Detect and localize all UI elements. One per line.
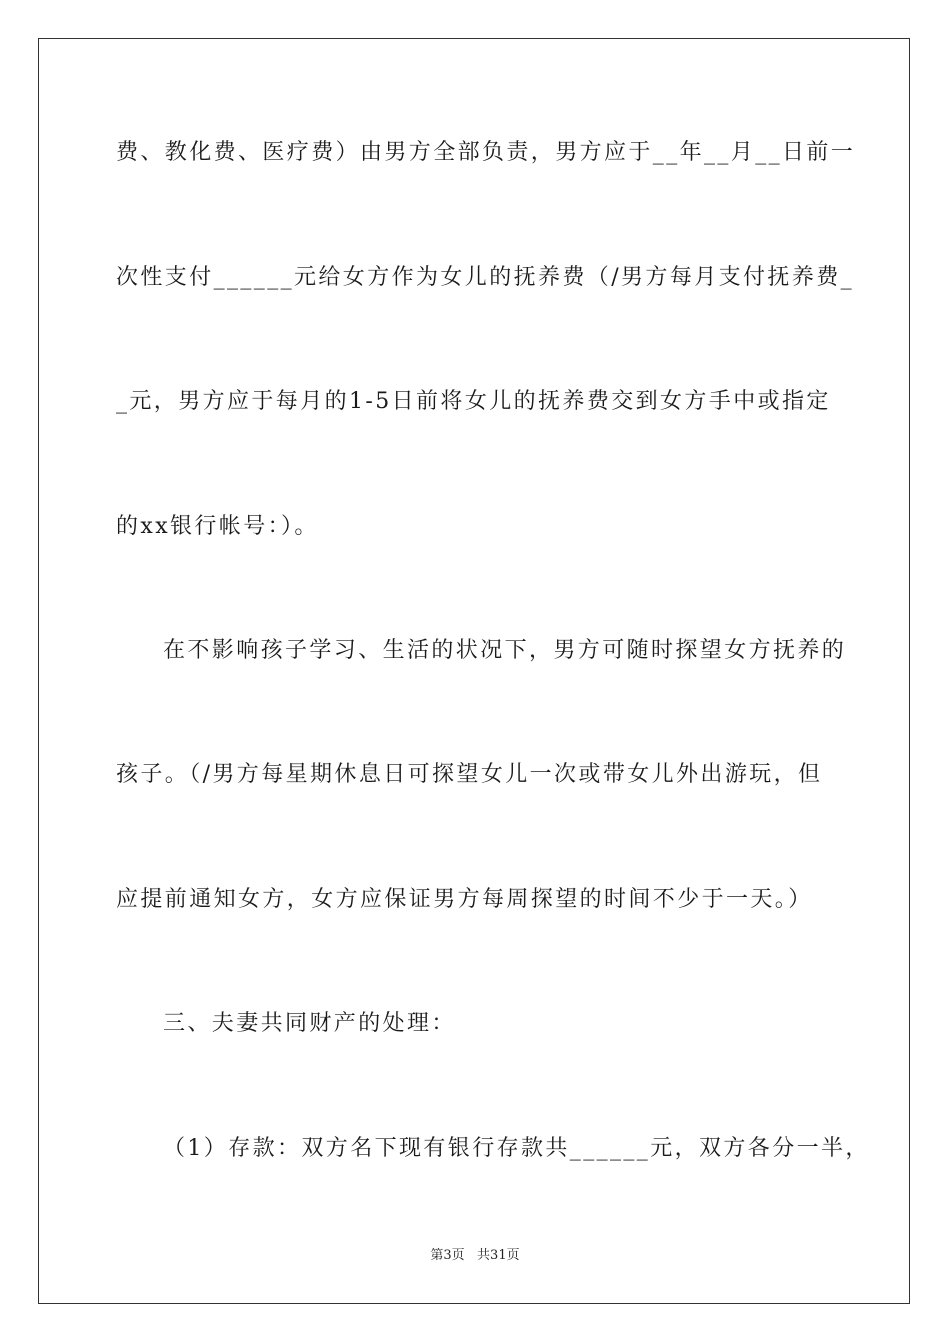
body-text-line: 次性支付______元给女方作为女儿的抚养费（/男方每月支付抚养费_ — [116, 265, 855, 290]
body-text-line: 应提前通知女方，女方应保证男方每周探望的时间不少于一天。） — [116, 887, 813, 912]
page-border — [38, 38, 910, 1304]
paragraph-first-line: （1）存款：双方名下现有银行存款共______元，双方各分一半， — [163, 1136, 870, 1161]
body-text-line: _元，男方应于每月的1-5日前将女儿的抚养费交到女方手中或指定 — [116, 389, 831, 414]
body-text-line: 的xx银行帐号：）。 — [116, 514, 319, 539]
body-text-line: 费、教化费、医疗费）由男方全部负责，男方应于__年__月__日前一 — [116, 140, 856, 165]
page-number-footer: 第3页 共31页 — [430, 1248, 520, 1263]
body-text-line: 孩子。（/男方每星期休息日可探望女儿一次或带女儿外出游玩，但 — [116, 762, 823, 787]
section-heading: 三、夫妻共同财产的处理： — [163, 1011, 456, 1036]
paragraph-first-line: 在不影响孩子学习、生活的状况下，男方可随时探望女方抚养的 — [163, 638, 847, 663]
